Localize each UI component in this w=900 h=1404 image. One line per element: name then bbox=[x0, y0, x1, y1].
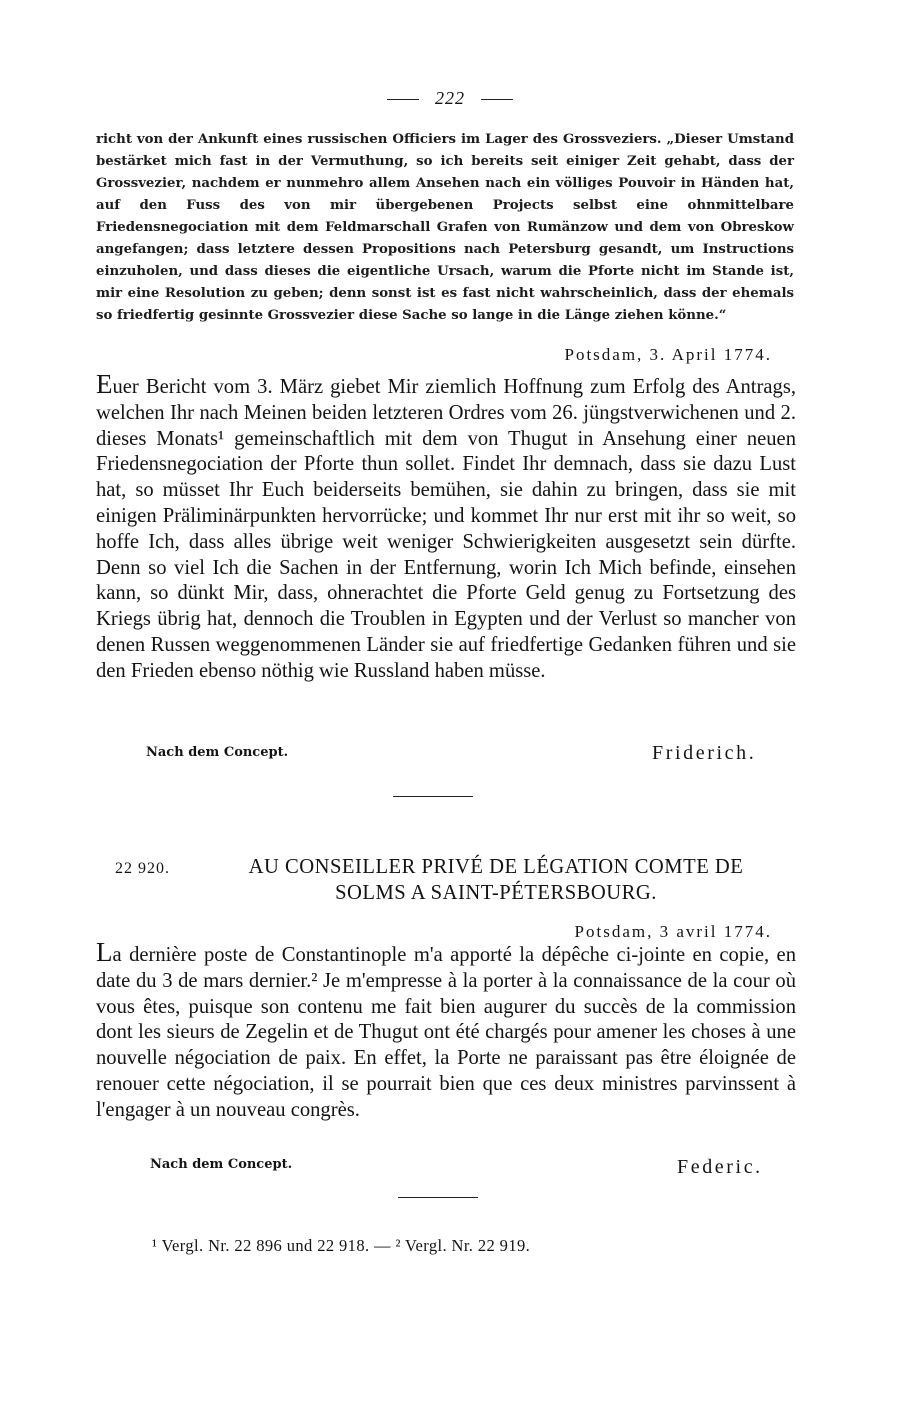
letter1-source-note: Nach dem Concept. bbox=[146, 745, 289, 760]
letter2-body-text: a dernière poste de Constantinople m'a apporté la dépêche ci-jointe en copie, en date du 3 de mars dernier.² Je m'empresse à la porter à la connaissance de la cour où vous êtes, puisque son contenu me fait bien augurer du succès de la commission dont les sieurs de Zegelin et de Thugut ont été chargés pour amener les choses à une nouvelle négociation de paix. En effet, la Porte ne paraissant pas être éloignée de renouer cette négociation, il se pourrait bien que ces deux ministres parvinssent à l'engager à un nouveau congrès. bbox=[96, 944, 796, 1121]
quoted-report-paragraph: richt von der Ankunft eines russischen Officiers im Lager des Grossveziers. „Dieser Umstand bestärket mich fast in der Vermuthung, so ich bereits seit einiger Zeit gehabt, dass der Grossvezier, nachdem er nunmehro allem Ansehen nach ein völliges Pouvoir in Händen hat, auf den Fuss des von mir übergebenen Projects selbst eine ohnmittelbare Friedensnegociation mit dem Feldmarschall Grafen von Rumänzow und dem von Obreskow angefangen; dass letztere dessen Propositions nach Petersburg gesandt, um Instructions einzuholen, und dass dieses die eigentliche Ursach, warum die Pforte nicht im Stande ist, mir eine Resolution zu geben; denn sonst ist es fast nicht wahrscheinlich, dass der ehemals so friedfertig gesinnte Grossvezier diese Sache so lange in die Länge ziehen könne.“ bbox=[96, 132, 794, 323]
letter2-body bbox=[96, 937, 796, 1124]
section-divider bbox=[393, 796, 473, 797]
letter2-signature: Federic. bbox=[677, 1156, 763, 1178]
page-number-dash-left bbox=[387, 99, 419, 100]
letter1-body bbox=[96, 369, 796, 685]
page-number bbox=[0, 88, 900, 109]
letter2-source-note: Nach dem Concept. bbox=[150, 1157, 293, 1172]
letter2-dateline: Potsdam, 3 avril 1774. bbox=[574, 922, 772, 941]
letter2-number: 22 920. bbox=[115, 860, 170, 877]
letter1-signature: Friderich. bbox=[652, 742, 757, 764]
page-number-dash-right bbox=[481, 99, 513, 100]
letter1-body-text: uer Bericht vom 3. März giebet Mir ziemlich Hoffnung zum Erfolg des Antrags, welchen Ihr nach Meinen beiden letzteren Ordres vom 26. jüngstverwichenen und 2. dieses Monats¹ gemeinschaftlich mit dem von Thugut in Ansehung einer neuen Friedensnegociation der Pforte thun sollet. Findet Ihr demnach, dass sie dazu Lust hat, so müsset Ihr Euch beiderseits bemühen, sie dahin zu bringen, dass sie mit einigen Präliminärpunkten hervorrücke; und kommet Ihr nur erst mit ihr so weit, so hoffe Ich, dass alles übrige weit weniger Schwierigkeiten ausgesetzt sein dürfte. Denn so viel Ich die Sachen in der Entfernung, worin Ich Mich befinde, einsehen kann, so dünkt Mir, dass, ohnerachtet die Pforte Geld genug zu Fortsetzung des Kriegs übrig hat, dennoch die Troublen in Egypten und der Verlust so mancher von denen Russen weggenommenen Länder sie auf friedfertige Gedanken führen und sie den Frieden ebenso nöthig wie Russland haben müsse. bbox=[96, 376, 796, 682]
letter2-heading-line1: AU CONSEILLER PRIVÉ DE LÉGATION COMTE DE bbox=[248, 856, 744, 878]
letter1-dateline: Potsdam, 3. April 1774. bbox=[564, 345, 772, 364]
footnotes: ¹ Vergl. Nr. 22 896 und 22 918. — ² Vergl. Nr. 22 919. bbox=[152, 1236, 531, 1255]
footnote-divider bbox=[398, 1197, 478, 1198]
letter2-heading-line2: SOLMS A SAINT-PÉTERSBOURG. bbox=[335, 882, 657, 904]
letter1-initial: E bbox=[96, 369, 113, 399]
letter2-heading bbox=[204, 854, 788, 906]
letter2-initial: L bbox=[96, 937, 113, 967]
page-number-value: 222 bbox=[435, 88, 465, 108]
